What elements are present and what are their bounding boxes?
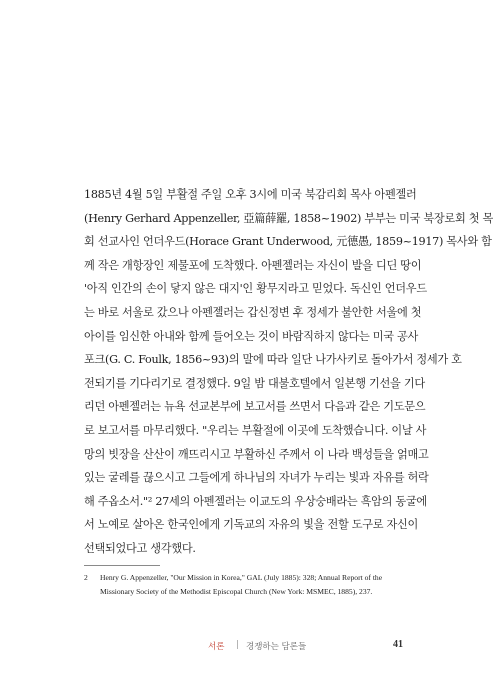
page-footer <box>0 640 470 660</box>
body-line: 전되기를 기다리기로 결정했다. 9일 밤 대불호텔에서 일본행 기선을 기다 <box>84 376 425 390</box>
footer-chapter-title: 경쟁하는 담론들 <box>246 642 307 652</box>
body-line: 망의 빗장을 산산이 깨뜨리시고 부활하신 주께서 이 나라 백성들을 얽매고 <box>84 447 429 461</box>
page-number: 41 <box>393 639 403 650</box>
body-line: 회 선교사인 언더우드(Horace Grant Underwood, 元德愚, 1859~1917) 목사와 함 <box>84 235 492 249</box>
body-text <box>84 183 493 561</box>
body-line: 1885년 4월 5일 부활절 주일 오후 3시에 미국 북감리회 목사 아펜젤러 <box>84 188 417 201</box>
body-line: 는 바로 서울로 갔으나 아펜젤러는 갑신정변 후 정세가 불안한 서울에 첫 <box>84 305 422 319</box>
body-line: 리던 아펜젤러는 뉴욕 선교본부에 보고서를 쓰면서 다음과 같은 기도문으 <box>84 400 426 414</box>
body-line: 께 작은 개항장인 제물포에 도착했다. 아펜젤러는 자신이 발을 디딘 땅이 <box>84 258 422 272</box>
footnote-text <box>100 571 430 599</box>
body-line: 로 보고서를 마무리했다. "우리는 부활절에 이곳에 도착했습니다. 이날 사 <box>84 423 427 437</box>
footnote-divider <box>84 565 160 566</box>
footnote-line: Henry G. Appenzeller, "Our Mission in Korea," GAL (July 1885): 328; Annual Report of the <box>100 573 383 582</box>
footer-section-label: 서론 <box>208 642 225 652</box>
footer-separator: | <box>236 640 239 650</box>
body-line: 해 주옵소서."² 27세의 아펜젤러는 이교도의 우상숭배라는 흑암의 동굴에 <box>84 494 427 508</box>
body-line: '아직 인간의 손이 닿지 않은 대지'인 황무지라고 믿었다. 독신인 언더우드 <box>84 282 427 296</box>
body-line: 있는 굴레를 끊으시고 그들에게 하나님의 자녀가 누리는 빛과 자유를 허락 <box>84 471 429 485</box>
body-line: 포크(G. C. Foulk, 1856~93)의 말에 따라 일단 나가사키로 돌아가서 정세가 호 <box>84 353 462 367</box>
footnote-number: 2 <box>84 573 88 582</box>
body-line: 서 노예로 살아온 한국인에게 기독교의 자유의 빛을 전할 도구로 자신이 <box>84 518 419 532</box>
body-line: 아이를 임신한 아내와 함께 들어오는 것이 바람직하지 않다는 미국 공사 <box>84 329 419 343</box>
footnote-line: Missionary Society of the Methodist Episcopal Church (New York: MSMEC, 1885), 237. <box>100 587 373 596</box>
body-line: (Henry Gerhard Appenzeller, 亞篇薛羅, 1858~1902) 부부는 미국 북장로회 첫 목 <box>84 211 493 225</box>
body-line: 선택되었다고 생각했다. <box>84 541 196 555</box>
